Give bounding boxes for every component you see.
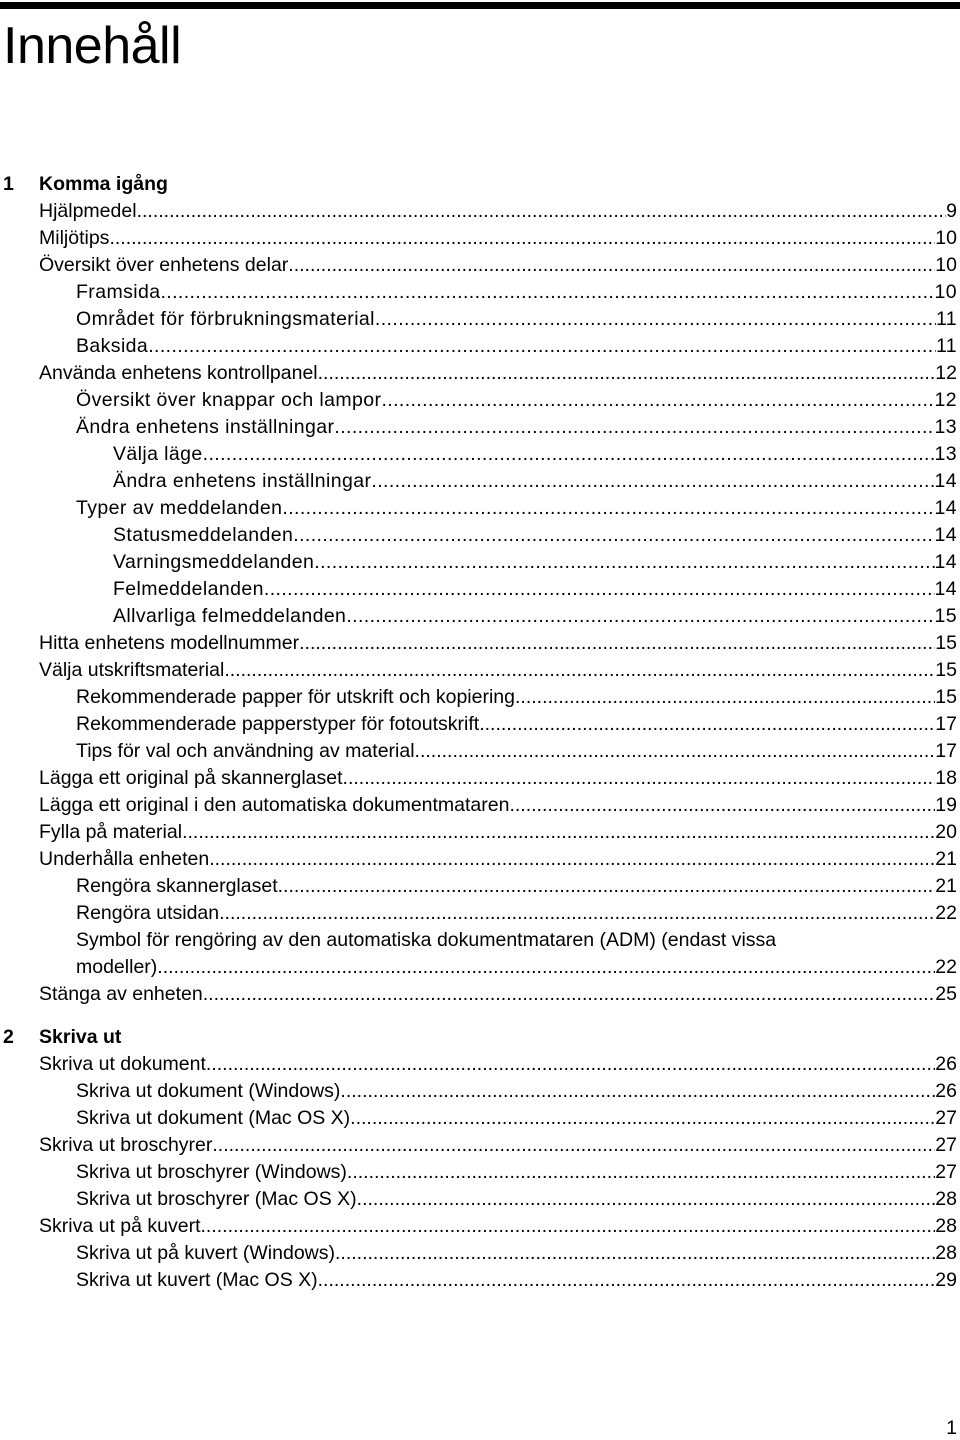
dot-leader [347, 1159, 935, 1186]
toc-entry[interactable] [0, 900, 960, 927]
chapter-title: Komma igång [39, 173, 168, 195]
toc-entry-text: Underhålla enheten [39, 848, 210, 870]
toc-entry-text: Ändra enhetens inställningar [76, 416, 335, 438]
toc-entry[interactable] [0, 1051, 960, 1078]
toc-entry[interactable] [0, 279, 960, 306]
toc-entry-text: Allvarliga felmeddelanden [113, 605, 347, 627]
toc-page-number: 27 [935, 1134, 957, 1156]
toc-entry-text: Framsida [76, 281, 161, 303]
dot-leader [343, 765, 936, 792]
chapter-title: Skriva ut [39, 1026, 122, 1048]
toc-entry-text: Välja utskriftsmaterial [39, 659, 225, 681]
dot-leader [515, 684, 935, 711]
toc-entry-text: Området för förbrukningsmaterial [76, 308, 375, 330]
dot-leader [288, 252, 935, 279]
toc-entry-text: Skriva ut kuvert (Mac OS X) [76, 1269, 318, 1291]
dot-leader [109, 225, 935, 252]
dot-leader [148, 333, 936, 360]
toc-entry[interactable] [0, 225, 960, 252]
toc-entry[interactable] [0, 522, 960, 549]
toc-entry-text: Hjälpmedel [39, 200, 137, 222]
toc-entry[interactable] [0, 954, 960, 981]
toc-page-number: 21 [935, 875, 957, 897]
toc-entry[interactable] [0, 576, 960, 603]
toc-page-number: 27 [935, 1161, 957, 1183]
toc-entry[interactable] [0, 360, 960, 387]
toc-entry-text: Fylla på material [39, 821, 183, 843]
toc-entry-text: Översikt över knappar och lampor [76, 389, 382, 411]
toc-entry-text: Rekommenderade papperstyper för fotoutskrift [76, 713, 480, 735]
toc-entry[interactable] [0, 738, 960, 765]
toc-page-number: 15 [934, 605, 957, 627]
dot-leader [264, 576, 935, 603]
toc-page-number: 22 [935, 956, 957, 978]
dot-leader [357, 1186, 936, 1213]
toc-entry-text: Skriva ut broschyrer [39, 1134, 213, 1156]
toc-page-number: 15 [935, 659, 957, 681]
toc-entry[interactable] [0, 684, 960, 711]
toc-entry-text: Översikt över enhetens delar [39, 254, 289, 276]
toc-page-number: 10 [935, 227, 957, 249]
toc-entry[interactable] [0, 630, 960, 657]
toc-entry-text: Skriva ut på kuvert (Windows) [76, 1242, 335, 1264]
dot-leader [206, 1051, 935, 1078]
toc-entry[interactable] [0, 1267, 960, 1294]
dot-leader [160, 279, 934, 306]
toc-entry[interactable] [0, 603, 960, 630]
toc-page-number: 28 [935, 1242, 957, 1264]
toc-entry-text: Rengöra skannerglaset [76, 875, 278, 897]
toc-entry[interactable] [0, 468, 960, 495]
toc-entry[interactable] [0, 873, 960, 900]
toc-entry-text: Felmeddelanden [113, 578, 264, 600]
toc-entry-text: Välja läge [113, 443, 203, 465]
toc-page-number: 14 [934, 470, 957, 492]
dot-leader [203, 981, 936, 1008]
dot-leader [479, 711, 935, 738]
toc-entry-text[interactable]: Symbol för rengöring av den automatiska dokumentmataren (ADM) (endast vissa [76, 929, 777, 951]
toc-page-number: 20 [935, 821, 957, 843]
toc-page-number: 25 [935, 983, 957, 1005]
dot-leader [415, 738, 936, 765]
toc-entry[interactable] [0, 819, 960, 846]
dot-leader [350, 1105, 935, 1132]
toc-page-number: 10 [935, 254, 957, 276]
page-title: Innehåll [3, 17, 182, 75]
toc-entry-text: Hitta enhetens modellnummer [39, 632, 300, 654]
top-rule [0, 2, 960, 9]
toc-page-number: 12 [934, 389, 957, 411]
toc-entry[interactable] [0, 1132, 960, 1159]
toc-entry[interactable] [0, 792, 960, 819]
dot-leader [224, 657, 935, 684]
toc-entry[interactable] [0, 198, 960, 225]
toc-entry-text: Stänga av enheten [39, 983, 203, 1005]
dot-leader [200, 1213, 935, 1240]
toc-page-number: 29 [935, 1269, 957, 1291]
dot-leader [318, 1267, 936, 1294]
toc-entry[interactable] [0, 657, 960, 684]
dot-leader [278, 873, 936, 900]
toc-entry-text: modeller) [76, 956, 158, 978]
toc-entry[interactable] [0, 1240, 960, 1267]
toc-page-number: 13 [934, 416, 957, 438]
toc-entry-text: Ändra enhetens inställningar [113, 470, 372, 492]
toc-page-number: 13 [934, 443, 957, 465]
dot-leader [299, 630, 935, 657]
dot-leader [212, 1132, 935, 1159]
toc-entry[interactable] [0, 765, 960, 792]
dot-leader [293, 522, 934, 549]
toc-entry[interactable] [0, 414, 960, 441]
toc-page-number: 19 [935, 794, 957, 816]
toc-page-number: 26 [935, 1080, 957, 1102]
toc-entry-text: Miljötips [39, 227, 110, 249]
toc-page-number: 11 [935, 308, 957, 330]
chapter-number: 2 [3, 1026, 14, 1048]
toc-entry-text: Lägga ett original i den automatiska dokumentmataren [39, 794, 510, 816]
dot-leader [203, 441, 935, 468]
toc-page-number: 14 [934, 524, 957, 546]
chapter-heading[interactable] [0, 1024, 960, 1051]
toc-entry-text: Skriva ut dokument (Windows) [76, 1080, 341, 1102]
dot-leader [137, 198, 947, 225]
toc-page-number: 28 [935, 1188, 957, 1210]
toc-entry[interactable] [0, 1159, 960, 1186]
toc-entry[interactable] [0, 441, 960, 468]
toc-page-number: 10 [934, 281, 957, 303]
toc-page-number: 9 [946, 200, 957, 222]
toc-page-number: 18 [935, 767, 957, 789]
toc-page-number: 14 [934, 551, 957, 573]
toc-entry[interactable] [0, 846, 960, 873]
toc-entry[interactable] [0, 549, 960, 576]
toc-entry-text: Tips för val och användning av material [76, 740, 415, 762]
dot-leader [340, 1078, 935, 1105]
toc-entry-text: Statusmeddelanden [113, 524, 294, 546]
toc-entry[interactable] [0, 387, 960, 414]
toc-entry-text: Lägga ett original på skannerglaset [39, 767, 343, 789]
toc-entry[interactable] [0, 495, 960, 522]
toc-page-number: 14 [934, 578, 957, 600]
dot-leader [509, 792, 935, 819]
toc-entry[interactable] [0, 1078, 960, 1105]
dot-leader [314, 549, 934, 576]
dot-leader [182, 819, 935, 846]
toc-page-number: 17 [935, 740, 957, 762]
toc-entry[interactable] [0, 252, 960, 279]
toc-entry-text: Typer av meddelanden [76, 497, 283, 519]
chapter-number: 1 [3, 173, 14, 195]
toc-entry[interactable] [0, 711, 960, 738]
chapter-heading[interactable] [0, 171, 960, 198]
toc-entry-text: Baksida [76, 335, 149, 357]
page-number: 1 [946, 1417, 957, 1439]
dot-leader [381, 387, 934, 414]
toc-entry[interactable] [0, 1213, 960, 1240]
dot-leader [282, 495, 934, 522]
toc-entry-text: Rengöra utsidan [76, 902, 220, 924]
dot-leader [219, 900, 935, 927]
toc-page-number: 28 [935, 1215, 957, 1237]
toc-entry[interactable] [0, 306, 960, 333]
toc-entry-text: Skriva ut på kuvert [39, 1215, 201, 1237]
toc-page-number: 22 [935, 902, 957, 924]
dot-leader [318, 360, 936, 387]
toc-entry-text: Varningsmeddelanden [113, 551, 315, 573]
toc-page-number: 15 [935, 686, 957, 708]
dot-leader [157, 954, 935, 981]
toc-entry[interactable] [0, 333, 960, 360]
toc-page-number: 14 [934, 497, 957, 519]
toc-entry-text: Skriva ut broschyrer (Windows) [76, 1161, 347, 1183]
toc-entry-text: Använda enhetens kontrollpanel [39, 362, 318, 384]
toc-page-number: 27 [935, 1107, 957, 1129]
toc-entry-text: Skriva ut broschyrer (Mac OS X) [76, 1188, 357, 1210]
toc-page-number: 17 [935, 713, 957, 735]
toc-page-number: 12 [935, 362, 957, 384]
dot-leader [335, 1240, 935, 1267]
table-of-contents [0, 171, 960, 1294]
dot-leader [375, 306, 936, 333]
dot-leader [334, 414, 934, 441]
dot-leader [371, 468, 934, 495]
toc-entry[interactable] [0, 1105, 960, 1132]
toc-entry-text: Rekommenderade papper för utskrift och kopiering [76, 686, 515, 708]
toc-page-number: 21 [935, 848, 957, 870]
toc-page-number: 15 [935, 632, 957, 654]
toc-entry[interactable] [0, 981, 960, 1008]
toc-entry-text: Skriva ut dokument (Mac OS X) [76, 1107, 351, 1129]
toc-entry-text: Skriva ut dokument [39, 1053, 206, 1075]
toc-page-number: 11 [935, 335, 957, 357]
toc-entry[interactable] [0, 1186, 960, 1213]
dot-leader [209, 846, 935, 873]
toc-page-number: 26 [935, 1053, 957, 1075]
dot-leader [346, 603, 934, 630]
